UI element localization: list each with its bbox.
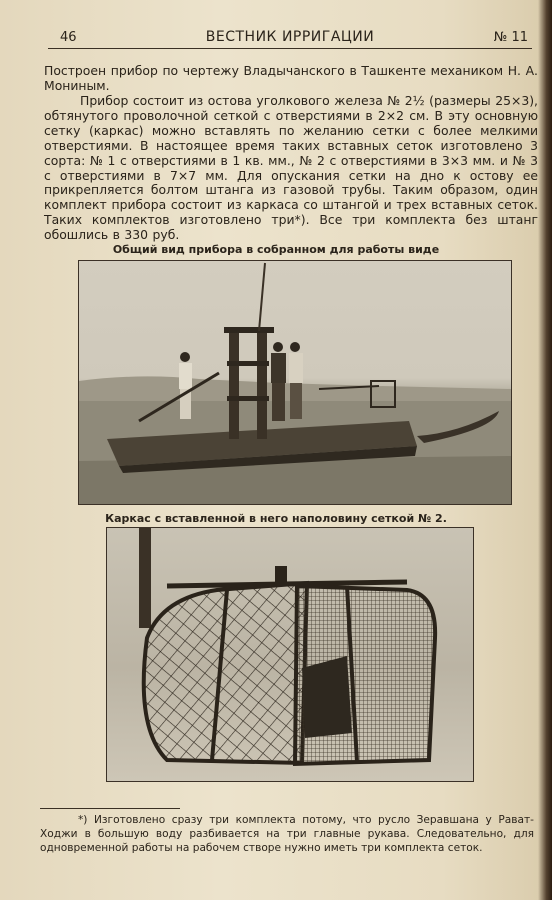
footnote-divider [40, 808, 180, 809]
photo-frame-with-net [106, 527, 474, 782]
photo-device-assembled [78, 260, 512, 505]
issue-number: № 11 [493, 30, 528, 45]
photo-device-assembled-illustration [79, 261, 511, 504]
body-paragraph-1: Построен прибор по чертежу Владычанского в Ташкенте механиком Н. А. Мониным. [44, 63, 538, 93]
page-number: 46 [60, 30, 77, 45]
journal-title: ВЕСТНИК ИРРИГАЦИИ [205, 29, 375, 45]
footnote: *) Изготовлено сразу три комплекта потому, что русло Зеравшана у Рават-Ходжи в большую воду разбивается на три главные рукава. Следовательно, для одновременной работы на рабочем створе нужно иметь три комплекта сеток. [40, 814, 534, 854]
page-edge-shadow [538, 0, 552, 900]
figure-caption-1: Общий вид прибора в собранном для работы виде [112, 243, 440, 256]
figure-caption-2: Каркас с вставленной в него наполовину сеткой № 2. [105, 512, 447, 525]
page-header [48, 28, 532, 49]
body-paragraph-2: Прибор состоит из остова уголкового железа № 2½ (размеры 25×3), обтянутого проволочной сеткой с отверстиями в 2×2 см. В эту основную сетку (каркас) можно вставлять по желанию сетки с более мелкими отверстиями. В настоящее время таких вставных сеток изготовлено 3 сорта: № 1 с отверстиями в 1 кв. мм., № 2 с отверстиями в 3×3 мм. и № 3 с отверстиями в 7×7 мм. Для опускания сетки на дно к остову ее прикрепляется болтом штанга из газовой трубы. Таким образом, один комплект прибора состоит из каркаса со штангой и трех вставных сеток. Таких комплектов изготовлено три*). Все три комплекта без штанг обошлись в 330 руб. [44, 93, 538, 243]
photo-frame-with-net-illustration [107, 528, 473, 781]
